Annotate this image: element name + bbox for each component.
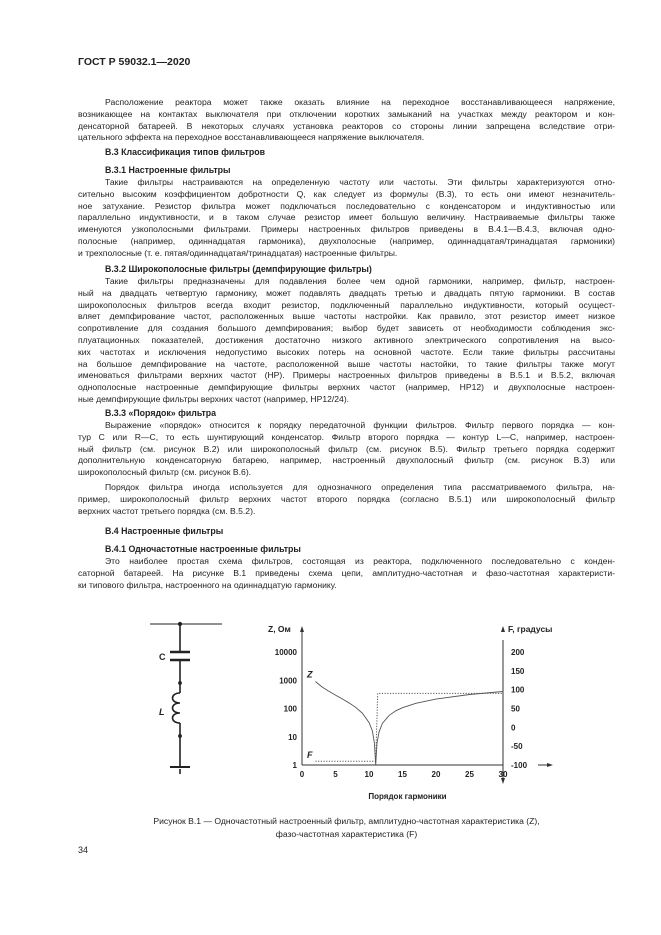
text-line: именоваться фильтрами верхних частот (НР). Примеры настроенных фильтров приведены в В.5.1 и В.5.2, включая — [78, 370, 615, 381]
heading-b41: В.4.1 Одночастотные настроенные фильтры — [105, 544, 301, 554]
text-line: ких частотах и исключения недопустимо высоких потерь на основной частоте. Если такие фильтры рассчитаны — [78, 346, 615, 357]
y-left-tick-label: 100 — [283, 704, 297, 714]
text-line: Это наиболее простая схема фильтров, состоящая из реактора, подключенного последовательно с конден- — [105, 556, 615, 566]
text-line: сопротивление для создания большого демпфирования; выбор будет зависеть от необходимости соблюдения экс- — [78, 323, 615, 334]
heading-b32: В.3.2 Широкополосные фильтры (демпфирующие фильтры) — [105, 264, 372, 274]
text-line: именуются узкополосными фильтрами. Примеры настроенных фильтров приведены в В.4.1—В.4.3, включая одно- — [78, 224, 615, 235]
text-line: однополосные настроенные демпфирующие фильтры верхних частот (например, НР12) и двухполосные настроен- — [78, 382, 615, 393]
text-line: Такие фильтры настраиваются на определенную частоту или частоты. Эти фильтры характеризуются отно- — [105, 177, 615, 187]
y-right-tick-label: 100 — [511, 685, 525, 695]
x-tick-label: 10 — [364, 770, 374, 779]
text-line: денсаторной батареей. В некоторых случаях установка реакторов со стороны линии запрещена вследствие отри- — [78, 120, 615, 131]
text-line: сительно высоким коэффициентом добротности Q, как следует из формулы (В.3), то есть они имеют незначитель- — [78, 188, 615, 199]
series-z-line — [315, 682, 503, 766]
x-axis-label: Порядок гармоники — [368, 792, 447, 801]
y-left-axis-label: Z, Ом — [268, 624, 291, 634]
y-right-tick-label: -50 — [511, 742, 523, 752]
y-right-tick-label: -100 — [511, 761, 528, 770]
inductor-coil — [173, 693, 181, 723]
text-line: ные демпфирующие фильтры верхних частот (например, НР12/24). — [78, 393, 350, 404]
text-line: параллельно индуктивности, и в таком случае резистор имеет большую величину. Настраиваемые фильтры также — [78, 212, 615, 223]
heading-b4: В.4 Настроенные фильтры — [105, 526, 224, 536]
text-line: саторной батареей. На рисунке В.1 приведены схема цепи, амплитудно-частотная и фазо-частотная характеристи- — [78, 567, 615, 578]
text-line: широкополосный фильтр (см. рисунок В.6). — [78, 467, 252, 478]
series-f-line — [315, 693, 503, 761]
text-line: ки типового фильтра, настроенного на одиннадцатую гармонику. — [78, 579, 337, 590]
y-right-tick-label: 200 — [511, 648, 525, 657]
text-line: верхних частот третьего порядка (см. В.5.2). — [78, 505, 256, 516]
text-line: возникающее на контактах выключателя при отключении коротких замыканий на участках между реактором и кон- — [78, 108, 615, 119]
heading-b3: В.3 Классификация типов фильтров — [105, 147, 266, 157]
left-axis-arrow-icon — [300, 626, 304, 632]
page-number: 34 — [78, 845, 89, 855]
y-right-tick-label: 50 — [511, 704, 520, 714]
caption-line-1: Рисунок В.1 — Одночастотный настроенный фильтр, амплитудно-частотная характеристика (Z), — [153, 816, 540, 826]
figure-caption — [78, 815, 615, 840]
x-tick-label: 5 — [333, 770, 338, 779]
x-tick-label: 15 — [398, 770, 407, 779]
heading-b31: В.3.1 Настроенные фильтры — [105, 165, 231, 175]
text-line: Порядок фильтра иногда используется для однозначного определения типа рассматриваемого фильтра, на- — [105, 482, 615, 492]
text-line: дополнительную конденсаторную батарею, например, настроенный двухполосный фильтр (см. рисунок В.3) или — [78, 455, 615, 466]
junction-dot — [179, 735, 182, 738]
text-line: широкополосных фильтров всегда входит резистор, подключенный параллельно индуктивности, который осущест- — [78, 299, 615, 310]
inductor-label: L — [159, 707, 165, 717]
text-line: ный на двадцать четвертую гармонику, может подавлять двадцать третью и двадцать пятую гармоники. В состав — [78, 287, 615, 298]
text-line: тур C или R—C, то есть шунтирующий конденсатор. Фильтр второго порядка — контур L—C, например, настроен- — [78, 431, 615, 442]
capacitor-label: C — [159, 652, 166, 662]
x-tick-label: 30 — [498, 770, 508, 779]
y-left-tick-label: 1 — [292, 761, 297, 770]
y-right-tick-label: 0 — [511, 723, 516, 733]
x-tick-label: 0 — [299, 770, 305, 779]
text-line: полосные (например, одиннадцатая гармоника), двухполосные (например, одиннадцатая/тринадцатая гармоники) — [78, 235, 615, 246]
y-left-tick-label: 1000 — [279, 676, 297, 686]
text-line: вляет демпфирование частот, расположенных выше частоты настройки. Как правило, этот резистор имеет низкое — [78, 311, 615, 322]
text-line: пример, широкополосный фильтр верхних частот второго порядка (согласно В.5.1) или широкополосный фильтр — [78, 493, 615, 504]
text-line: цательного эффекта на переходное восстанавливающееся напряжение выключателя. — [78, 132, 425, 143]
text-line: на большое демпфирование на частоте, расположенной выше частоты настойки, то такие фильтры также могут — [78, 358, 615, 369]
impedance-phase-chart — [268, 624, 553, 801]
text-line: Расположение реактора может также оказать влияние на переходное восстанавливающееся напряжение, — [105, 97, 615, 107]
y-left-tick-label: 10000 — [274, 648, 297, 657]
junction-dot — [179, 682, 182, 685]
text-line: Выражение «порядок» относится к порядку передаточной функции фильтров. Фильтр первого порядка — кон- — [105, 420, 615, 430]
heading-b33: В.3.3 «Порядок» фильтра — [105, 408, 217, 418]
caption-line-2: фазо-частотная характеристика (F) — [275, 828, 418, 839]
x-axis-arrow-icon — [547, 763, 553, 767]
text-line: и трехполосные (т. е. пятая/одиннадцатая/тринадцатая) настроенные фильтры. — [78, 247, 398, 258]
series-f-label: F — [307, 750, 313, 761]
text-line: ное затухание. Резистор фильтра может подключаться последовательно с конденсатором и индуктивностью или — [78, 200, 615, 211]
x-tick-label: 20 — [431, 770, 441, 779]
y-right-axis-label: F, градусы — [508, 624, 553, 634]
text-line: Такие фильтры предназначены для подавления более чем одной гармоники, например, фильтр, настроен- — [105, 276, 615, 286]
right-axis-arrow-icon — [501, 626, 505, 632]
document-header: ГОСТ Р 59032.1—2020 — [78, 56, 191, 68]
y-left-tick-label: 10 — [288, 732, 297, 742]
series-z-label: Z — [307, 669, 313, 680]
text-line: ный фильтр (см. рисунок В.2) или широкополосный фильтр (см. рисунок В.5). Фильтр третьего порядка содержит — [78, 443, 615, 454]
text-line: плуатационных показателей, достижения достаточно низкого активного электрического сопротивления на высо- — [78, 334, 615, 345]
y-right-tick-label: 150 — [511, 666, 525, 676]
circuit-diagram — [150, 622, 222, 774]
x-tick-label: 25 — [465, 770, 474, 779]
